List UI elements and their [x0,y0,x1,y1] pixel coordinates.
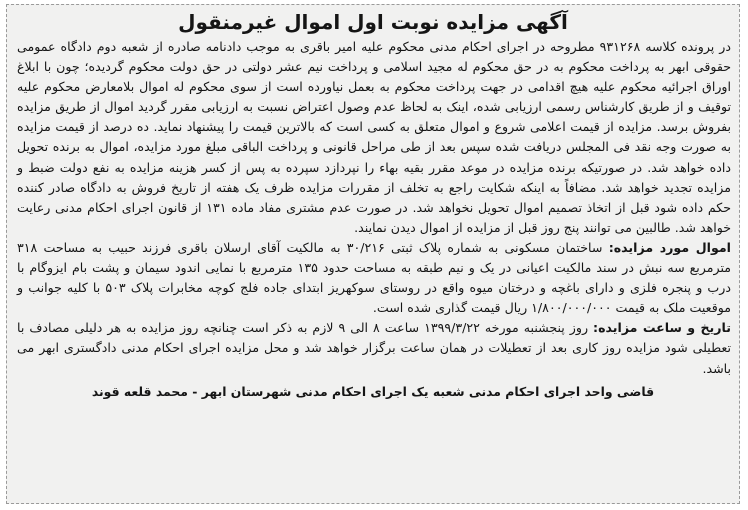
property-paragraph [17,238,731,318]
datetime-paragraph [17,318,731,378]
notice-intro-paragraph: در پرونده کلاسه ۹۳۱۲۶۸ مطروحه در اجرای احکام مدنی محکوم علیه امیر باقری به موجب دادنامه صادره از شعبه دوم دادگاه عمومی حقوقی ابهر به پرداخت محکوم به در حق محکوم له مجید اسلامی و پرداخت نیم عشر دولتی در حق دولت محکوم گردیده؛ چون با ابلاغ اوراق اجرائیه محکوم علیه هیچ اقدامی در جهت پرداخت محکوم به بعمل نیاورده است از سوی محکوم له اموال بلامعارض محکوم علیه توقیف و از طریق کارشناس رسمی ارزیابی شده، اینک به لحاظ عدم وصول اعتراض نسبت به ارزیابی مقرر گردید اموال از طریق مزایده بفروش برسد. مزایده از قیمت اعلامی شروع و اموال متعلق به کسی است که بالاترین قیمت را پیشنهاد نماید. ده درصد از قیمت مزایده به صورت وجه نقد فی المجلس دریافت شده سپس بعد از طی مراحل قانونی و پرداخت الباقی مبلغ مورد مزایده، اموال به برنده تحویل داده خواهد شد. در صورتیکه برنده مزایده در موعد مقرر بقیه بهاء را نپردازد سپرده به پس از کسر هزینه مزایده به نفع دولت ضبط و مزایده تجدید خواهد شد. مضافاً به اینکه شکایت راجع به تخلف از مقررات مزایده ظرف یک هفته از تاریخ فروش به دادگاه صادر کننده حکم داده شود قبل از اتخاذ تصمیم اموال تحویل نخواهد شد. در صورت عدم مشتری مفاد ماده ۱۳۱ از قانون اجرای احکام مدنی رعایت خواهد شد. طالبین می توانند پنج روز قبل از مزایده از اموال دیدن نمایند. [17,39,732,235]
datetime-label: تاریخ و ساعت مزایده: [593,320,731,336]
property-description: ساختمان مسکونی به شماره پلاک ثبتی ۳۰/۲۱۶ به مالکیت آقای ارسلان باقری فرزند حبیب به مساحت ۳۱۸ مترمربع سه نبش در سند مالکیت اعیانی در یک و نیم طبقه به مساحت حدود ۱۳۵ مترمربع با نمایی اندود سیمان و پشت بام ایزوگام با درب و پنجره فلزی و دارای باغچه و درختان میوه واقع در روستای سوکهریز ابتدای جاده فلج کوچه مخابرات پلاک ۵۰۳ با کلیه جوانب و موقعیت ملک به قیمت ۱/۸۰۰/۰۰۰/۰۰۰ ریال قیمت گذاری شده است. [17,239,731,316]
signature-line: قاضی واحد اجرای احکام مدنی شعبه یک اجرای احکام مدنی شهرستان ابهر - محمد قلعه قوند [91,383,655,399]
notice-title: آگهی مزایده نوبت اول اموال غیرمنقول [178,10,568,34]
auction-notice [6,4,740,504]
notice-body [7,37,739,379]
datetime-description: روز پنجشنبه مورخه ۱۳۹۹/۳/۲۲ ساعت ۸ الی ۹ لازم به ذکر است چنانچه روز مزایده به هر دلیلی مصادف با تعطیلی شود مزایده روز کاری بعد از تعطیلات در همان ساعت برگزار خواهد شد و محل مزایده اجرای احکام مدنی دادگستری ابهر می باشد. [17,320,731,376]
property-label: اموال مورد مزایده: [608,239,731,255]
